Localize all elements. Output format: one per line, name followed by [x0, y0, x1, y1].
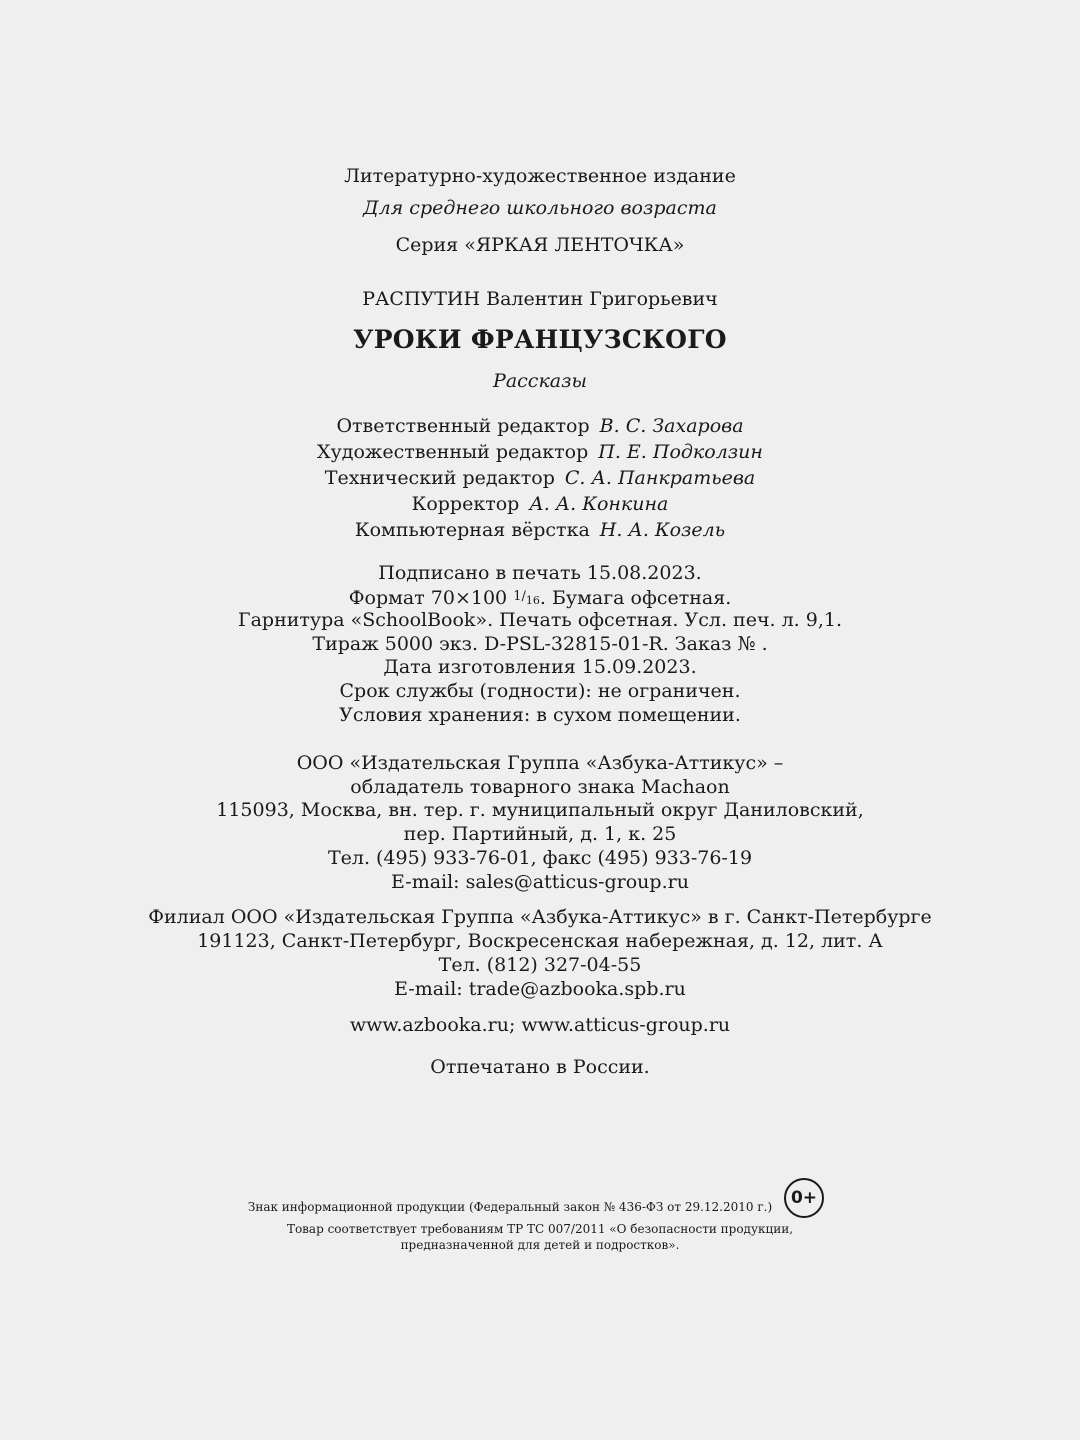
printed-in: Отпечатано в России. — [430, 1056, 650, 1078]
format-frac-den: 16 — [525, 594, 540, 607]
storage-conditions: Условия хранения: в сухом помещении. — [339, 704, 741, 726]
series: Серия «ЯРКАЯ ЛЕНТОЧКА» — [395, 234, 685, 256]
publisher-phone: Тел. (495) 933-76-01, факс (495) 933-76-19 — [327, 847, 753, 869]
publisher-address-2: пер. Партийный, д. 1, к. 25 — [403, 823, 677, 845]
branch-email: E-mail: trade@azbooka.spb.ru — [394, 978, 686, 1000]
publisher-trademark: обладатель товарного знака Machaon — [350, 776, 730, 798]
genre: Рассказы — [493, 370, 587, 392]
manufacture-date: Дата изготовления 15.09.2023. — [383, 656, 697, 678]
format-fraction: 1/16 — [513, 589, 540, 607]
staff-role: Художественный редактор — [317, 441, 589, 463]
branch-name: Филиал ООО «Издательская Группа «Азбука-Аттикус» в г. Санкт-Петербурге — [148, 906, 932, 928]
compliance-line-1: Товар соответствует требованиям ТР ТС 007/2011 «О безопасности продукции, — [286, 1222, 794, 1236]
staff-role: Технический редактор — [324, 467, 555, 489]
publisher-email: E-mail: sales@atticus-group.ru — [391, 871, 689, 893]
staff-role: Компьютерная вёрстка — [354, 519, 590, 541]
format-prefix: Формат 70×100 — [348, 587, 508, 609]
format-frac-num: 1 — [513, 589, 522, 604]
staff-responsible-editor — [0, 414, 1080, 438]
print-circulation: Тираж 5000 экз. D-PSL-32815-01-R. Заказ № . — [312, 633, 768, 655]
staff-name: В. С. Захарова — [599, 415, 744, 437]
format-suffix: . Бумага офсетная. — [539, 587, 732, 609]
staff-role: Ответственный редактор — [336, 415, 590, 437]
staff-technical-editor — [0, 466, 1080, 490]
book-title: УРОКИ ФРАНЦУЗСКОГО — [353, 325, 727, 354]
edition-type: Литературно-художественное издание — [344, 165, 736, 187]
branch-address: 191123, Санкт-Петербург, Воскресенская набережная, д. 12, лит. А — [197, 930, 883, 952]
compliance-line-2: предназначенной для детей и подростков». — [400, 1238, 680, 1252]
staff-proofreader — [0, 492, 1080, 516]
websites: www.azbooka.ru; www.atticus-group.ru — [349, 1014, 731, 1036]
staff-name: П. Е. Подколзин — [598, 441, 763, 463]
staff-role: Корректор — [411, 493, 520, 515]
print-signed: Подписано в печать 15.08.2023. — [378, 562, 702, 584]
print-typeface: Гарнитура «SchoolBook». Печать офсетная. Усл. печ. л. 9,1. — [238, 609, 842, 631]
staff-name: С. А. Панкратьева — [564, 467, 756, 489]
info-sign-text: Знак информационной продукции (Федеральный закон № 436-ФЗ от 29.12.2010 г.) — [247, 1200, 773, 1214]
publisher-name: ООО «Издательская Группа «Азбука-Аттикус» – — [296, 752, 784, 774]
shelf-life: Срок службы (годности): не ограничен. — [339, 680, 741, 702]
staff-name: Н. А. Козель — [599, 519, 726, 541]
age-rating-badge: 0+ — [784, 1178, 824, 1218]
publisher-address: 115093, Москва, вн. тер. г. муниципальный округ Даниловский, — [216, 799, 864, 821]
staff-name: А. А. Конкина — [529, 493, 669, 515]
audience: Для среднего школьного возраста — [363, 197, 717, 219]
staff-art-editor — [0, 440, 1080, 464]
branch-phone: Тел. (812) 327-04-55 — [438, 954, 642, 976]
author: РАСПУТИН Валентин Григорьевич — [362, 288, 718, 310]
staff-layout — [0, 518, 1080, 542]
